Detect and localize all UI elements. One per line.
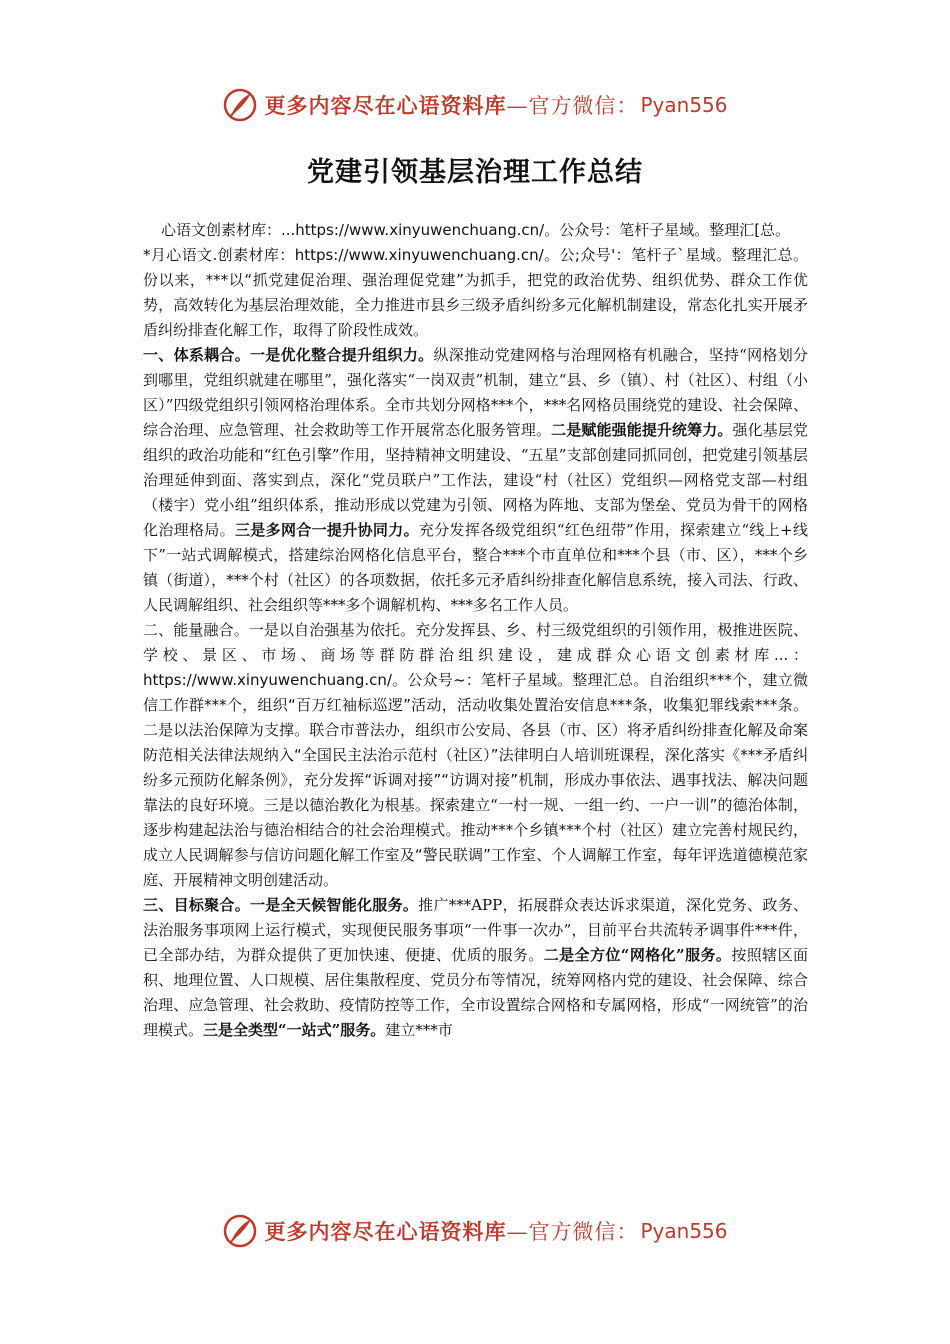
section-3-paragraph — [143, 893, 808, 1043]
section-3-text-c: 建立***市 — [385, 1021, 453, 1039]
header-watermark-banner — [0, 82, 950, 128]
banner-sub: —官方微信： — [506, 94, 639, 118]
footer-watermark-banner — [0, 1208, 950, 1254]
feather-pen-logo-icon — [222, 87, 258, 123]
source-line: 心语文创素材库：...https://www.xinyuwenchuang.cn/。公众号：笔杆子星域。整理汇[总。 — [160, 221, 791, 239]
section-3-subheading-2: 二是全方位“网格化”服务。 — [543, 946, 732, 964]
section-3-text-a: 推广***APP，拓展群众表达诉求渠道，深化党务、政务、法治服务事项网上运行模式，实现便民服务事项“一件事一次办”，目前平台共流转矛调事件***件，已全部办结，为群众提供了更加快速、便捷、优质的服务。 — [143, 896, 808, 964]
section-3-subheading-3: 三是全类型“一站式”服务。 — [203, 1021, 386, 1039]
feather-pen-logo-icon — [222, 1213, 258, 1249]
section-1-subheading-2: 二是赋能强能提升统筹力。 — [551, 421, 733, 439]
banner-sub: —官方微信： — [506, 1220, 639, 1244]
wechat-id: Pyan556 — [640, 1219, 728, 1243]
section-2-paragraph: 二、能量融合。一是以自治强基为依托。充分发挥县、乡、村三级党组织的引领作用，极推进医院、学校、景区、市场、商场等群防群治组织建设，建成群众心语文创素材库...：https://www.xinyuwenchuang.cn/。公众号~：笔杆子星域。整理汇总。自治组织***个，建立微信工作群***个，组织“百万红袖标巡逻”活动，活动收集处置治安信息***条，收集犯罪线索***条。二是以法治保障为支撑。联合市普法办，组织市公安局、各县（市、区）将矛盾纠纷排查化解及命案防范相关法律法规纳入“全国民主法治示范村（社区）”法律明白人培训班课程，深化落实《***矛盾纠纷多元预防化解条例》，充分发挥“诉调对接”“访调对接”机制，形成办事依法、遇事找法、解决问题靠法的良好环境。三是以德治教化为根基。探索建立“一村一规、一组一约、一户一训”的德治体制，逐步构建起法治与德治相结合的社会治理模式。推动***个乡镇***个村（社区）建立完善村规民约，成立人民调解参与信访问题化解工作室及“警民联调”工作室、个人调解工作室，每年评选道德模范家庭、开展精神文明创建活动。 — [143, 621, 808, 889]
section-1-text-a: 纵深推动党建网格与治理网格有机融合，坚持“网格划分到哪里，党组织就建在哪里”，强化落实“一岗双责”机制，建立“县、乡（镇）、村（社区）、村组（小区）”四级党组织引领网格治理体系。全市共划分网格***个，***名网格员围绕党的建设、社会保障、综合治理、应急管理、社会救助等工作开展常态化服务管理。 — [143, 346, 808, 439]
section-1-paragraph — [143, 343, 808, 618]
section-1-heading: 一、体系耦合。一是优化整合提升组织力。 — [143, 346, 434, 364]
intro-paragraph: *月心语文.创素材库：https://www.xinyuwenchuang.cn/。公;众号'：笔杆子`星域。整理汇总。份以来，***以“抓党建促治理、强治理促党建”为抓手，把党的政治优势、组织优势、群众工作优势，高效转化为基层治理效能，全力推进市县乡三级矛盾纠纷多元化解机制建设，常态化扎实开展矛盾纠纷排查化解工作，取得了阶段性成效。 — [143, 246, 808, 339]
document-body — [143, 218, 808, 1043]
document-title: 党建引领基层治理工作总结 — [307, 157, 643, 188]
section-1-subheading-3: 三是多网合一提升协同力。 — [234, 521, 419, 539]
banner-text: 更多内容尽在心语资料库 — [264, 93, 507, 118]
section-3-heading: 三、目标聚合。一是全天候智能化服务。 — [143, 896, 419, 914]
section-3-text-b: 按照辖区面积、地理位置、人口规模、居住集散程度、党员分布等情况，统筹网格内党的建设、社会保障、综合治理、应急管理、社会救助、疫情防控等工作，全市设置综合网格和专属网格，形成“一网统管”的治理模式。 — [143, 946, 808, 1039]
banner-text: 更多内容尽在心语资料库 — [264, 1219, 507, 1244]
section-1-text-b: 强化基层党组织的政治功能和“红色引擎”作用，坚持精神文明建设、“五星”支部创建同抓同创，把党建引领基层治理延伸到面、落实到点，深化“党员联户”工作法，建设“村（社区）党组织—网格党支部—村组（楼宇）党小组”组织体系，推动形成以党建为引领、网格为阵地、支部为堡垒、党员为骨干的网格化治理格局。 — [143, 421, 808, 539]
wechat-id: Pyan556 — [640, 93, 728, 117]
section-1-text-c: 充分发挥各级党组织“红色纽带”作用，探索建立“线上+线下”一站式调解模式，搭建综治网格化信息平台，整合***个市直单位和***个县（市、区），***个乡镇（街道），***个村（社区）的各项数据，依托多元矛盾纠纷排查化解信息系统，接入司法、行政、人民调解组织、社会组织等***多个调解机构、***多名工作人员。 — [143, 521, 808, 614]
